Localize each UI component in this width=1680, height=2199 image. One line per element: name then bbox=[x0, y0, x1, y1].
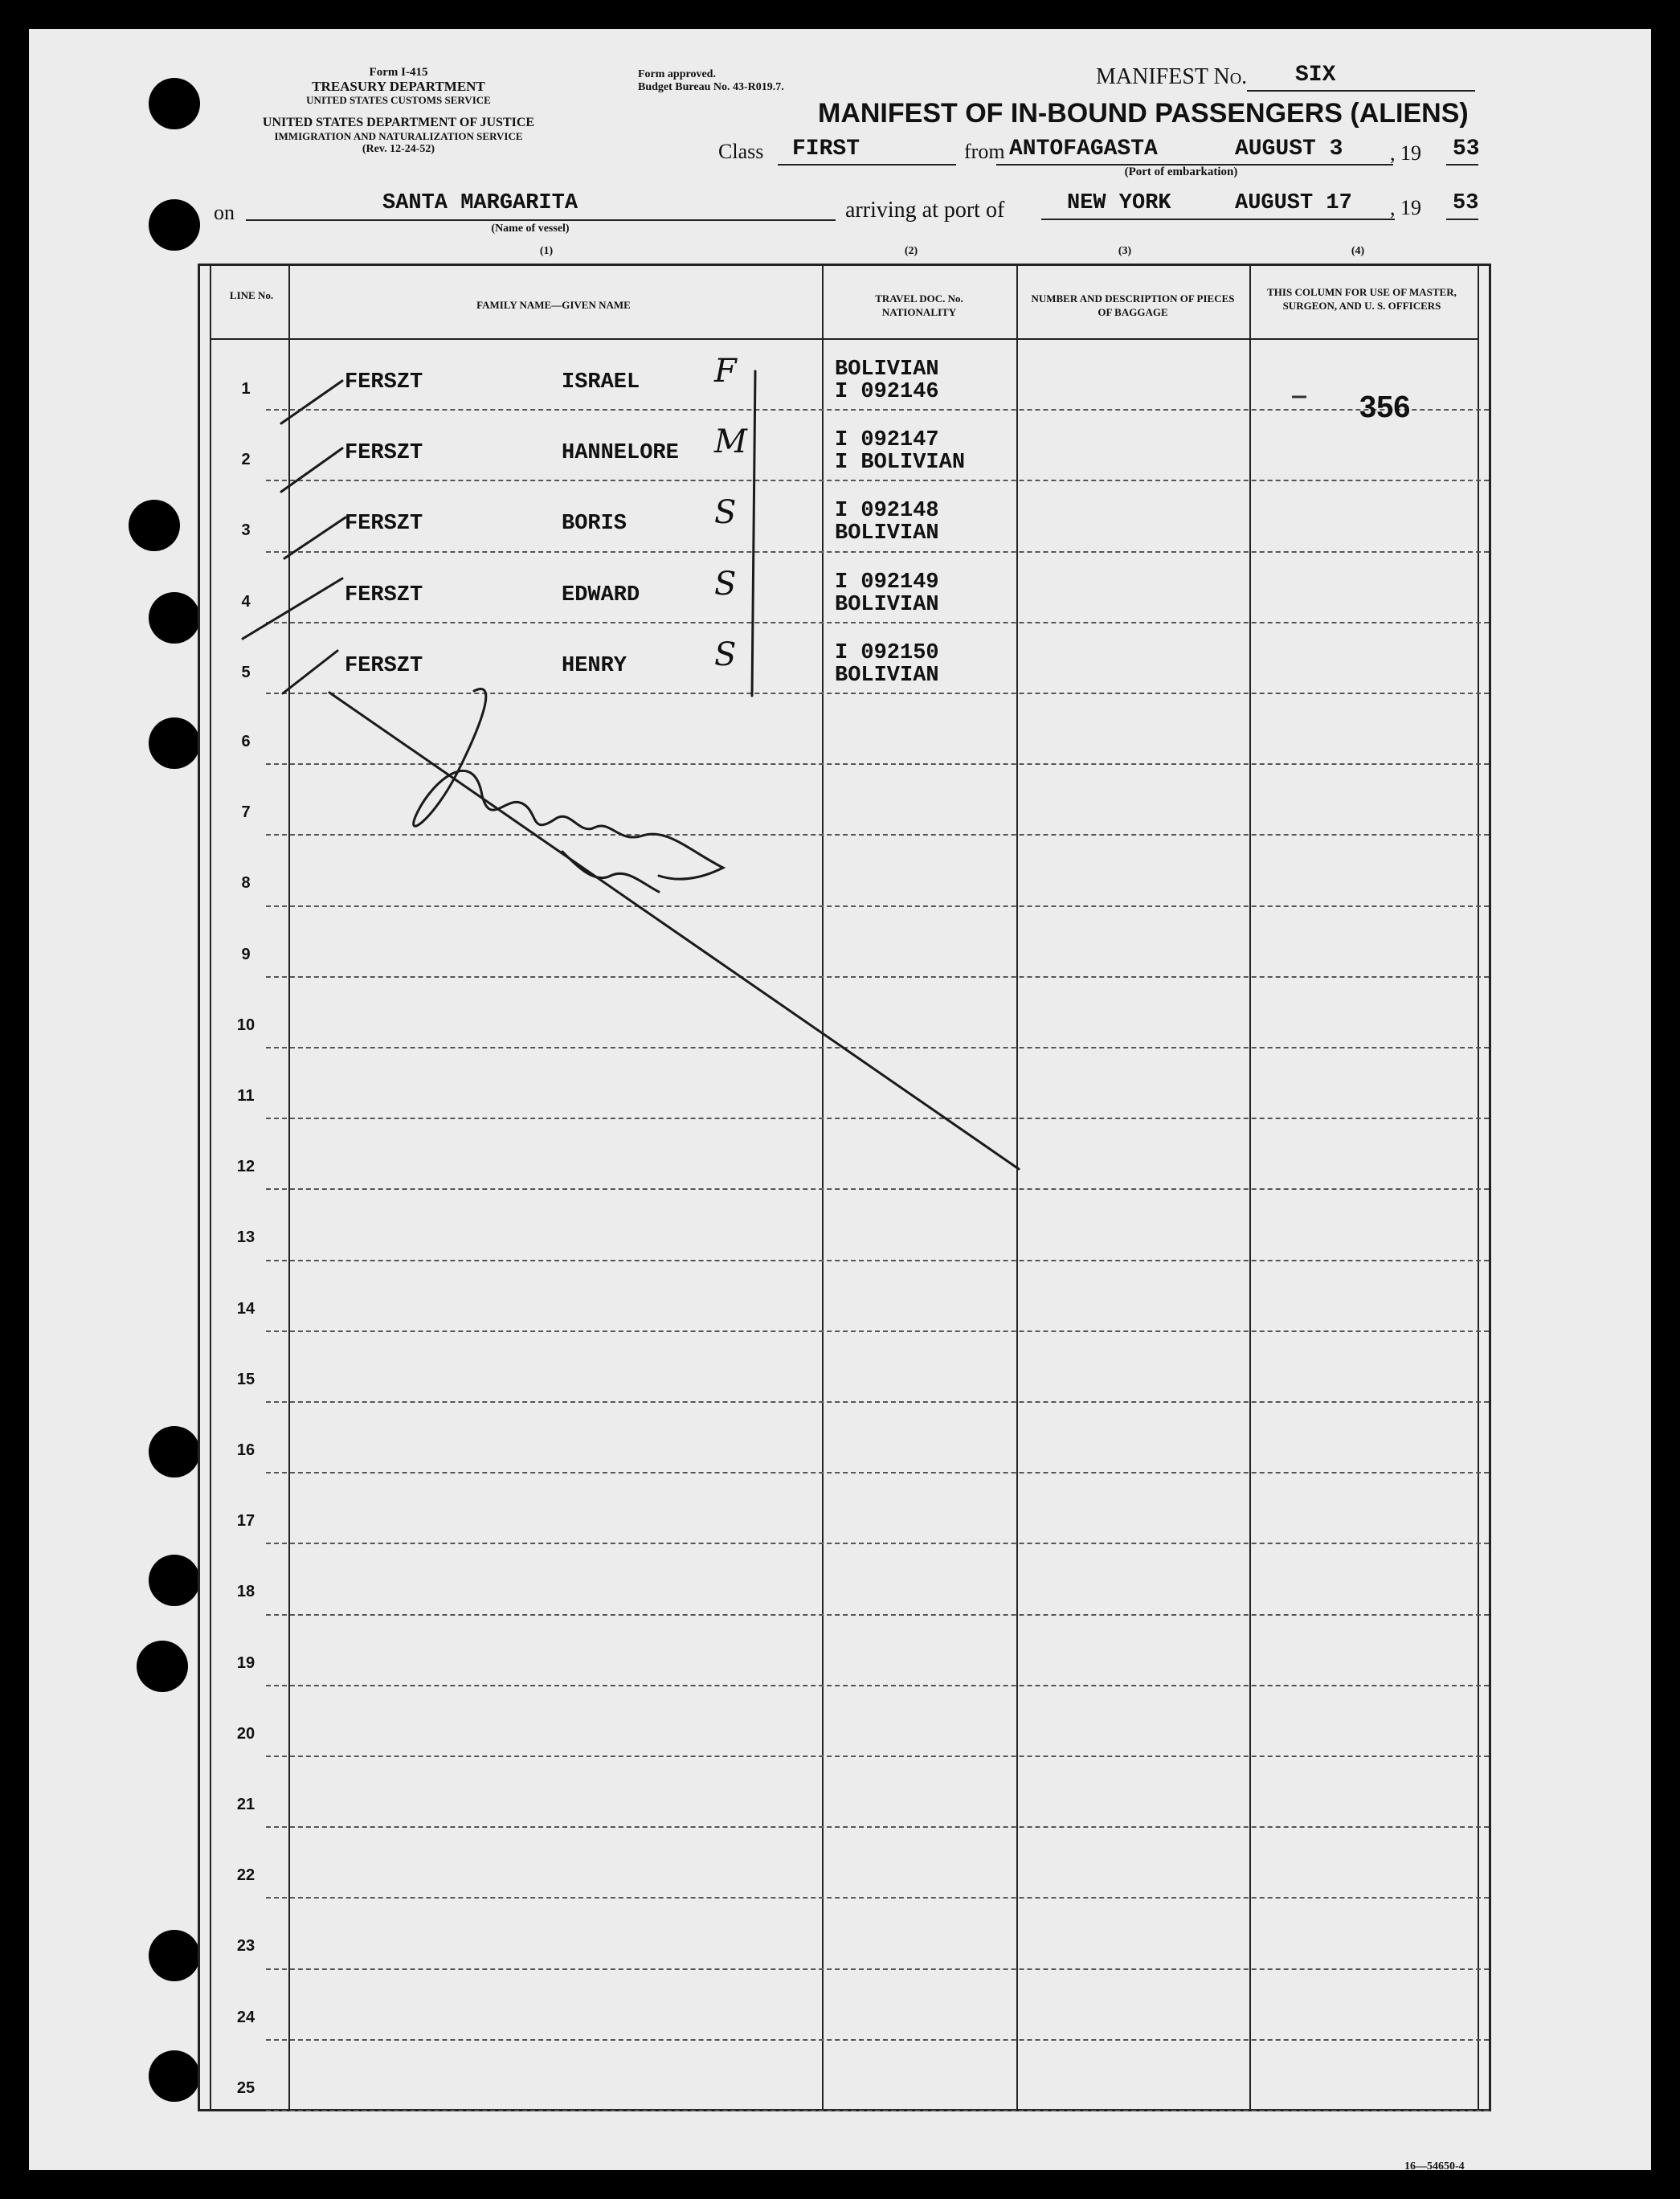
sex-mark: S bbox=[714, 494, 737, 532]
line-number: 3 bbox=[241, 521, 251, 540]
form-approved: Form approved. bbox=[638, 68, 716, 80]
line-number: 21 bbox=[236, 1796, 255, 1813]
given-name: EDWARD bbox=[562, 582, 640, 607]
column-number-1: (1) bbox=[539, 245, 554, 257]
on-label: on bbox=[214, 201, 235, 224]
vessel-name: SANTA MARGARITA bbox=[382, 191, 578, 215]
arrival-port: NEW YORK bbox=[1067, 191, 1171, 215]
travel-doc-line-2: I BOLIVIAN bbox=[835, 451, 966, 476]
embark-port: ANTOFAGASTA bbox=[1009, 137, 1158, 161]
line-number: 23 bbox=[236, 1937, 255, 1956]
travel-doc-line-2: BOLIVIAN bbox=[835, 521, 939, 546]
arrival-year: 53 bbox=[1453, 191, 1479, 215]
treasury-dept: TREASURY DEPARTMENT bbox=[312, 79, 485, 94]
line-number: 14 bbox=[236, 1299, 255, 1318]
given-name: ISRAEL bbox=[562, 370, 640, 394]
travel-doc-line-2: BOLIVIAN bbox=[835, 592, 939, 617]
arrival-date: AUGUST 17 bbox=[1235, 191, 1352, 215]
column-header-officers: THIS COLUMN FOR USE OF MASTER, SURGEON, AND U. S. OFFICERS bbox=[1267, 286, 1457, 312]
line-number: 5 bbox=[241, 663, 251, 681]
line-number: 18 bbox=[236, 1583, 255, 1601]
sex-mark: S bbox=[714, 636, 737, 673]
justice-dept: UNITED STATES DEPARTMENT OF JUSTICE bbox=[262, 116, 535, 129]
line-number: 11 bbox=[237, 1087, 255, 1105]
sex-mark: M bbox=[714, 423, 747, 461]
family-name: FERSZT bbox=[345, 441, 423, 466]
given-name: BORIS bbox=[562, 512, 627, 537]
travel-doc-line-1: I 092149 bbox=[835, 570, 939, 595]
column-header-baggage: NUMBER AND DESCRIPTION OF PIECES OF BAGGAGE bbox=[1031, 292, 1235, 318]
column-header-travel-doc: TRAVEL DOC. No. NATIONALITY bbox=[875, 292, 963, 318]
line-number: 6 bbox=[241, 733, 251, 750]
customs-service: UNITED STATES CUSTOMS SERVICE bbox=[306, 94, 491, 106]
line-number: 22 bbox=[236, 1866, 255, 1885]
given-name: HANNELORE bbox=[562, 441, 679, 466]
column-number-4: (4) bbox=[1351, 245, 1365, 257]
ins-service: IMMIGRATION AND NATURALIZATION SERVICE bbox=[274, 130, 523, 142]
column-number-3: (3) bbox=[1118, 245, 1132, 257]
line-number: 8 bbox=[241, 874, 251, 893]
column-header-name: FAMILY NAME—GIVEN NAME bbox=[476, 299, 631, 311]
family-name: FERSZT bbox=[345, 512, 423, 537]
line-number: 9 bbox=[241, 945, 251, 963]
family-name: FERSZT bbox=[345, 370, 423, 394]
embark-year-prefix: , 19 bbox=[1390, 141, 1421, 165]
line-number: 25 bbox=[236, 2078, 255, 2097]
budget-bureau: Budget Bureau No. 43-R019.7. bbox=[638, 81, 784, 93]
manifest-number: SIX bbox=[1295, 63, 1336, 88]
family-name: FERSZT bbox=[345, 582, 423, 607]
travel-doc-line-1: I 092147 bbox=[835, 428, 939, 453]
line-number: 15 bbox=[236, 1370, 255, 1388]
line-number: 12 bbox=[236, 1158, 255, 1176]
line-number: 1 bbox=[241, 380, 251, 398]
embark-date: AUGUST 3 bbox=[1235, 137, 1343, 161]
line-number: 13 bbox=[236, 1228, 255, 1247]
travel-doc-line-1: I 092150 bbox=[835, 640, 939, 665]
line-number: 10 bbox=[236, 1016, 255, 1034]
port-embark-caption: (Port of embarkation) bbox=[1124, 166, 1238, 178]
given-name: HENRY bbox=[562, 653, 627, 678]
vessel-caption: (Name of vessel) bbox=[491, 223, 570, 235]
travel-doc-line-2: BOLIVIAN bbox=[835, 663, 939, 688]
line-number: 19 bbox=[236, 1653, 255, 1672]
revision: (Rev. 12-24-52) bbox=[362, 143, 435, 155]
sex-mark: F bbox=[714, 353, 737, 390]
line-number: 2 bbox=[241, 451, 251, 469]
manifest-number-label: MANIFEST No. bbox=[1096, 64, 1248, 89]
footer-code: 16—54650-4 bbox=[1404, 2160, 1465, 2172]
page-title: MANIFEST OF IN-BOUND PASSENGERS (ALIENS) bbox=[818, 98, 1469, 129]
class-label: Class bbox=[718, 140, 764, 163]
arrival-year-prefix: , 19 bbox=[1390, 196, 1421, 219]
class-value: FIRST bbox=[792, 137, 860, 161]
from-label: from bbox=[964, 140, 1005, 163]
line-number: 24 bbox=[236, 2008, 255, 2026]
line-number: 7 bbox=[241, 803, 251, 822]
line-number: 20 bbox=[236, 1724, 255, 1743]
sex-mark: S bbox=[714, 565, 737, 603]
arriving-label: arriving at port of bbox=[845, 198, 1005, 223]
line-number: 4 bbox=[241, 592, 251, 611]
line-number: 16 bbox=[236, 1441, 255, 1459]
family-name: FERSZT bbox=[345, 653, 423, 678]
column-number-2: (2) bbox=[904, 245, 918, 257]
travel-doc-line-1: I 092148 bbox=[835, 499, 939, 524]
line-number: 17 bbox=[236, 1512, 255, 1531]
form-number: Form I-415 bbox=[369, 66, 428, 79]
travel-doc-line-2: I 092146 bbox=[835, 380, 939, 404]
travel-doc-line-1: BOLIVIAN bbox=[835, 358, 939, 382]
officer-note: 356 bbox=[1359, 390, 1411, 424]
column-header-line: LINE No. bbox=[229, 289, 274, 301]
embark-year: 53 bbox=[1453, 137, 1480, 161]
